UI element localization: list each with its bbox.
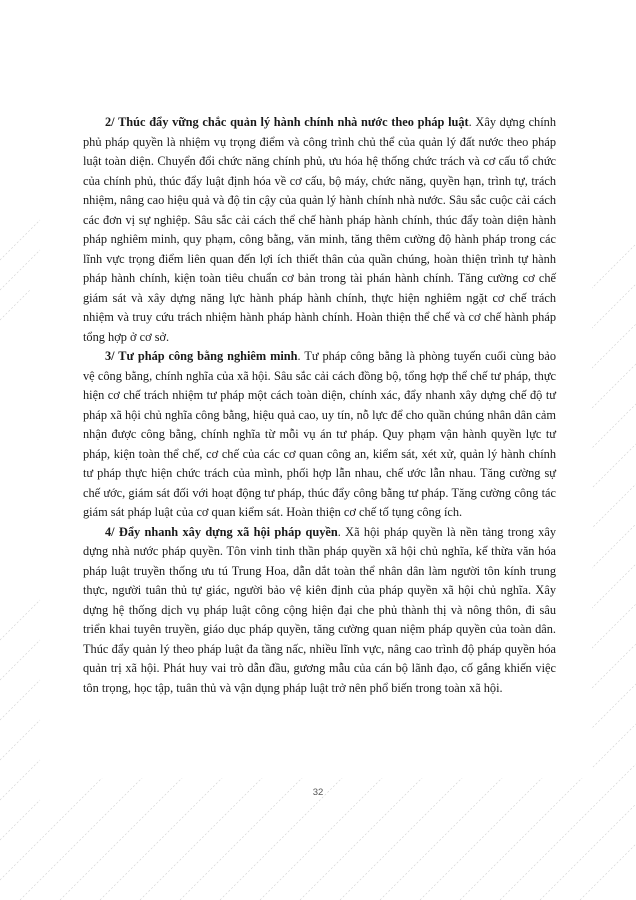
document-body [83,113,556,698]
page-number: 32 [312,787,324,798]
section-4-text: . Xã hội pháp quyền là nền tảng trong xây dựng nhà nước pháp quyền. Tôn vinh tinh thần pháp quyền xã hội chủ nghĩa, kế thừa văn hóa pháp luật truyền thống ưu tú Trung Hoa, dẫn dắt toàn thể nhân dân làm người tôn kính trung thực, người tuân thủ tự giác, người bảo vệ kiên định của pháp quyền xã hội chủ nghĩa. Xây dựng hệ thống dịch vụ pháp luật công cộng hiện đại che phủ thành thị và nông thôn, đi sâu triển khai tuyên truyền, giáo dục pháp quyền, tăng cường quan niệm pháp quyền của toàn dân. Thúc đẩy quản lý theo pháp luật đa tầng nấc, nhiều lĩnh vực, nâng cao trình độ pháp quyền hóa quản trị xã hội. Phát huy vai trò dẫn đầu, gương mẫu của cán bộ lãnh đạo, cố gắng khiến việc tôn trọng, học tập, tuân thủ và vận dụng pháp luật trở nên phổ biến trong toàn xã hội. [83,524,556,695]
section-2-paragraph [83,113,556,347]
section-4-paragraph [83,523,556,699]
section-3-heading: 3/ Tư pháp công bằng nghiêm minh [105,349,298,363]
section-2-text: . Xây dựng chính phủ pháp quyền là nhiệm vụ trọng điểm và công trình chủ thể của quản lý đất nước theo pháp luật toàn diện. Chuyển đổi chức năng chính phủ, ưu hóa hệ thống chức trách và cơ cấu tổ chức của chính phủ, thúc đẩy luật định hóa về cơ cấu, bộ máy, chức năng, quyền hạn, trình tự, trách nhiệm, nâng cao hiệu quả và độ tin cậy của quản lý hành chính nhà nước. Sâu sắc cuộc cải cách các đơn vị sự nghiệp. Sâu sắc cải cách thể chế hành pháp hành chính, thúc đẩy toàn diện hành pháp nghiêm minh, quy phạm, công bằng, văn minh, tăng thêm cường độ hành pháp trong các lĩnh vực trọng điểm liên quan đến lợi ích thiết thân của quần chúng, hoàn thiện trình tự hành pháp hành chính, kiện toàn tiêu chuẩn cơ bản trong tài phán hành chính. Tăng cường cơ chế giám sát và xây dựng năng lực hành pháp hành chính, thực hiện nghiêm ngặt cơ chế trách nhiệm và truy cứu trách nhiệm hành pháp hành chính. Hoàn thiện thể chế và cơ chế hành pháp tổng hợp ở cơ sở. [83,115,556,344]
section-3-text: . Tư pháp công bằng là phòng tuyến cuối cùng bảo vệ công bằng, chính nghĩa của xã hội. Sâu sắc cải cách đồng bộ, tổng hợp thể chế tư pháp, thực hiện cơ chế trách nhiệm tư pháp một cách toàn diện, chính xác, đẩy nhanh xây dựng chế độ tư pháp xã hội chủ nghĩa công bằng, hiệu quả cao, uy tín, nỗ lực để cho quần chúng nhân dân cảm nhận được công bằng, chính nghĩa từ mỗi vụ án tư pháp. Quy phạm vận hành quyền lực tư pháp, kiện toàn thể chế, cơ chế của các cơ quan công an, kiểm sát, xét xử, quản lý hành chính tư pháp thực hiện chức trách của mình, phối hợp lẫn nhau, chế ước lẫn nhau. Tăng cường sự chế ước, giám sát đối với hoạt động tư pháp, thúc đẩy công bằng tư pháp. Tăng cường công tác giám sát pháp luật của cơ quan kiểm sát. Hoàn thiện cơ chế tố tụng công ích. [83,349,556,519]
section-2-heading: 2/ Thúc đẩy vững chắc quản lý hành chính nhà nước theo pháp luật [105,115,469,129]
section-3-paragraph [83,347,556,523]
section-4-heading: 4/ Đẩy nhanh xây dựng xã hội pháp quyền [105,524,338,539]
